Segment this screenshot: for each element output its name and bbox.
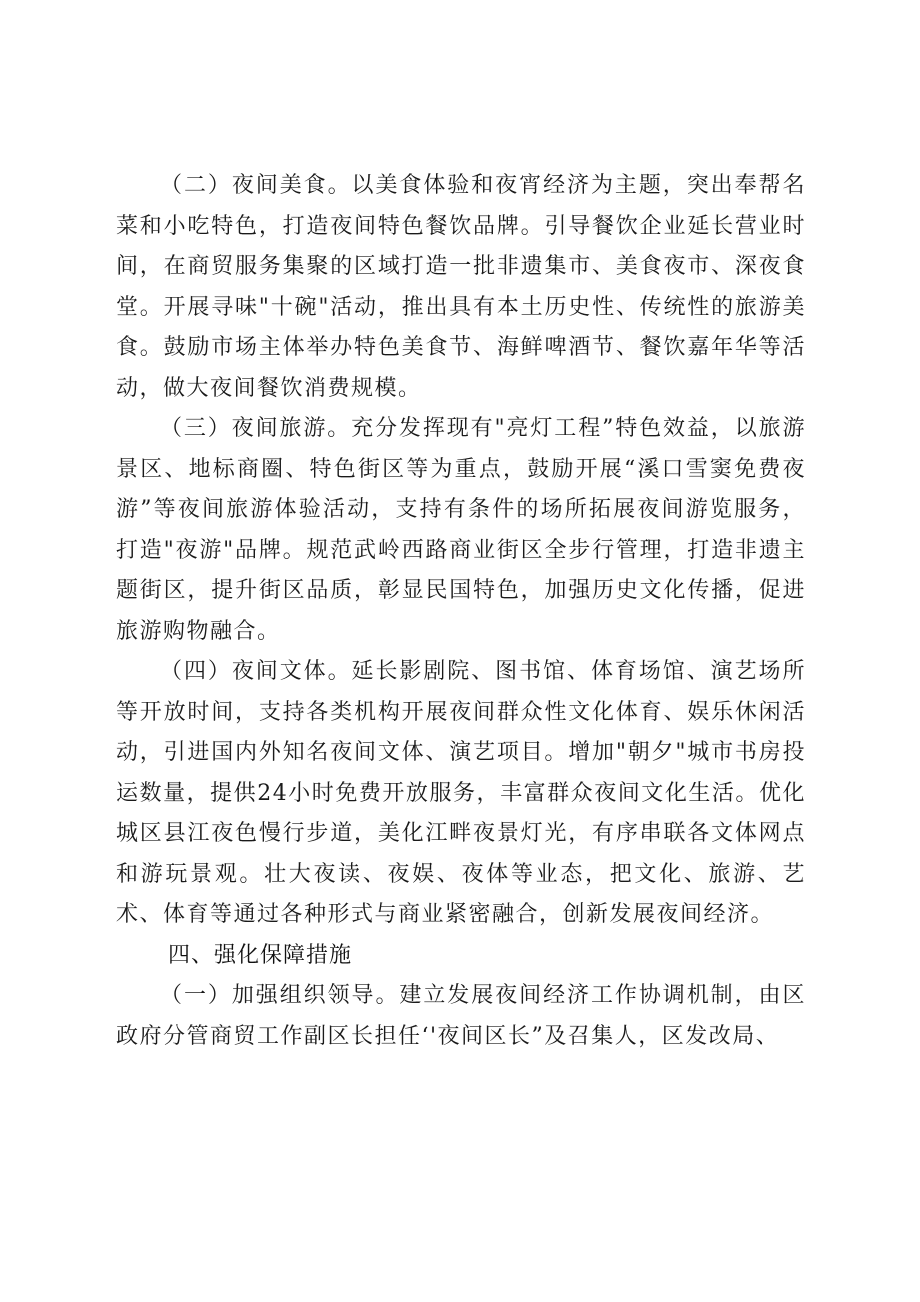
document-body [116, 166, 806, 1057]
paragraph-night-food: （二）夜间美食。以美食体验和夜宵经济为主题，突出奉帮名菜和小吃特色，打造夜间特色餐饮品牌。引导餐饮企业延长营业时间，在商贸服务集聚的区域打造一批非遗集市、美食夜市、深夜食堂。开展寻味"十碗"活动，推出具有本土历史性、传统性的旅游美食。鼓励市场主体举办特色美食节、海鲜啤酒节、餐饮嘉年华等活动，做大夜间餐饮消费规模。 [116, 173, 806, 401]
paragraph-night-tourism: （三）夜间旅游。充分发挥现有"亮灯工程”特色效益，以旅游景区、地标商圈、特色街区等为重点，鼓励开展“溪口雪窦免费夜游”等夜间旅游体验活动，支持有条件的场所拓展夜间游览服务，打造"夜游"品牌。规范武岭西路商业街区全步行管理，打造非遗主题街区，提升街区品质，彰显民国特色，加强历史文化传播，促进旅游购物融合。 [116, 416, 806, 644]
paragraph-organization-leadership: （一）加强组织领导。建立发展夜间经济工作协调机制，由区政府分管商贸工作副区长担任‘'夜间区长”及召集人，区发改局、 [116, 983, 806, 1049]
section-heading: 四、强化保障措施 [168, 942, 353, 968]
paragraph-night-culture-sports: （四）夜间文体。延长影剧院、图书馆、体育场馆、演艺场所等开放时间，支持各类机构开展夜间群众性文化体育、娱乐休闲活动，引进国内外知名夜间文体、演艺项目。增加"朝夕"城市书房投运数量，提供24小时免费开放服务，丰富群众夜间文化生活。优化城区县江夜色慢行步道，美化江畔夜景灯光，有序串联各文体网点和游玩景观。壮大夜读、夜娱、夜体等业态，把文化、旅游、艺术、体育等通过各种形式与商业紧密融合，创新发展夜间经济。 [116, 659, 806, 927]
